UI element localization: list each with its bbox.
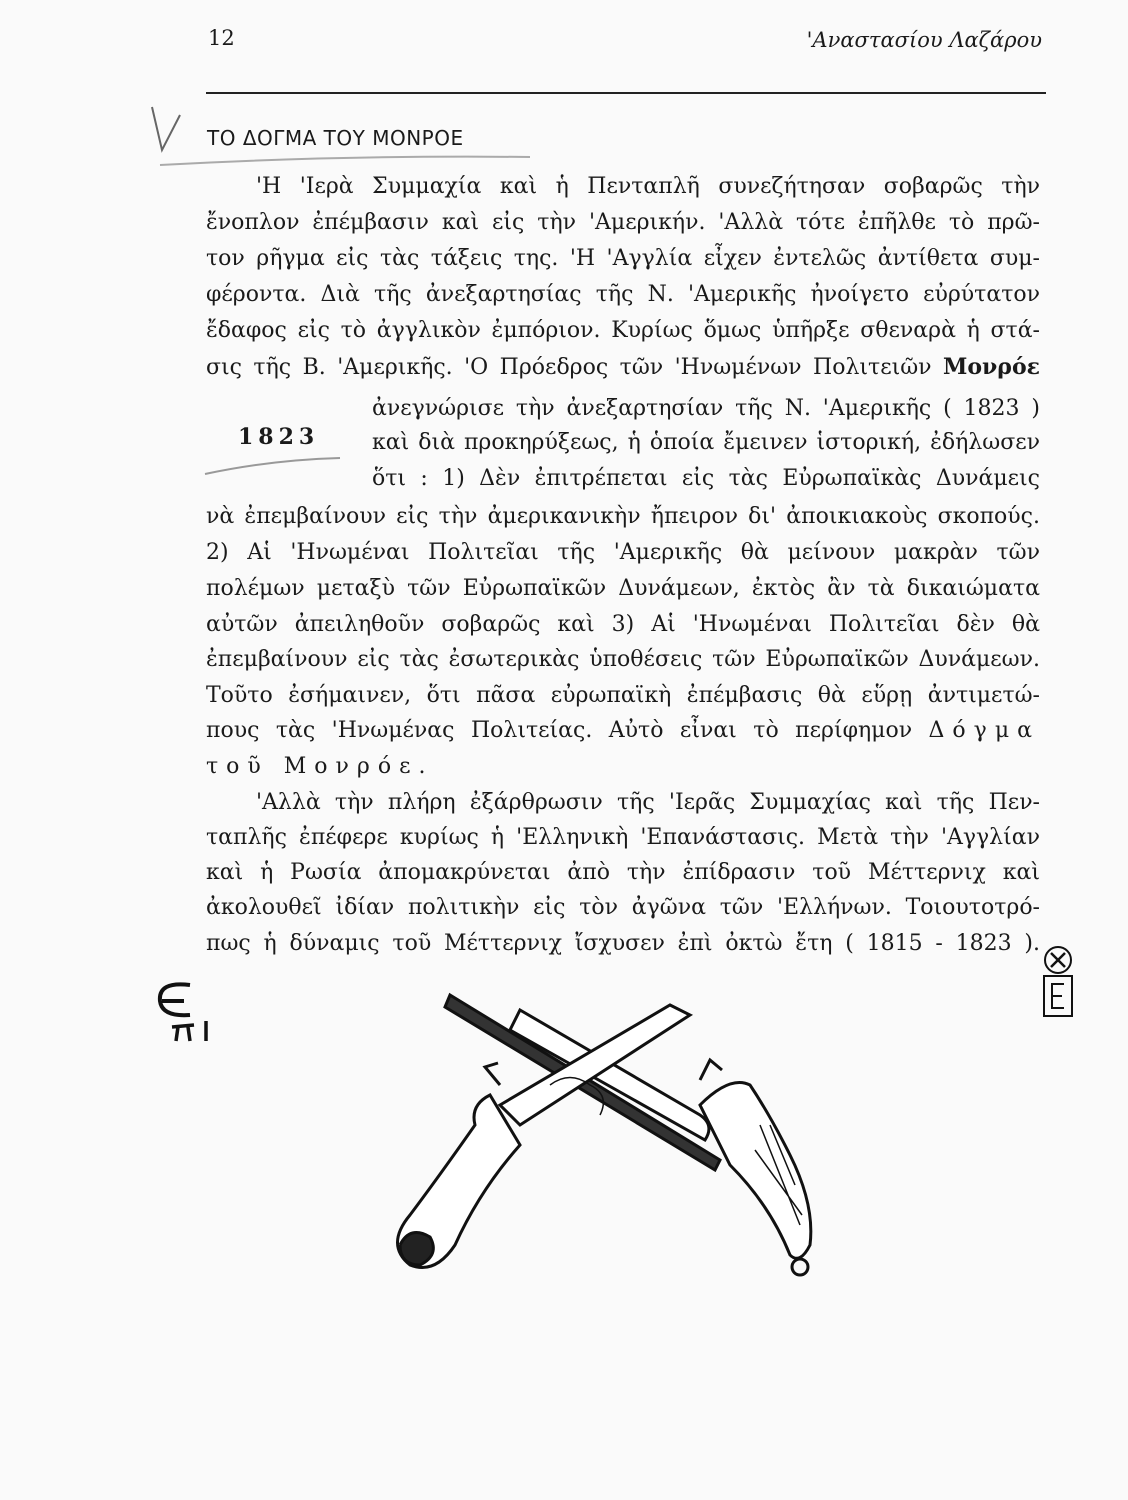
body-line: τον ρῆγμα εἰς τὰς τάξεις της. 'Η 'Αγγλία εἶχεν ἐντελῶς ἀντίθετα συμ- — [206, 246, 1040, 271]
page-number: 12 — [208, 26, 235, 50]
running-header-author: 'Αναστασίου Λαζάρου — [806, 28, 1042, 52]
body-line: ταπλῆς ἐπέφερε κυρίως ἡ 'Ελληνικὴ 'Επανάστασις. Μετὰ τὴν 'Αγγλίαν — [206, 825, 1040, 850]
body-line: ἔνοπλον ἐπέμβασιν καὶ εἰς τὴν 'Αμερικήν. 'Αλλὰ τότε ἐπῆλθε τὸ πρῶ- — [206, 210, 1040, 235]
body-line: φέροντα. Διὰ τῆς ἀνεξαρτησίας τῆς Ν. 'Αμερικῆς ἠνοίγετο εὐρύτατον — [206, 282, 1040, 307]
body-line: καὶ διὰ προκηρύξεως, ἡ ὁποία ἔμεινεν ἱστορική, ἐδήλωσεν — [372, 430, 1040, 455]
spaced-term: Δόγμα — [928, 718, 1040, 743]
body-line: πως ἡ δύναμις τοῦ Μέττερνιχ ἴσχυσεν ἐπὶ ὀκτὼ ἔτη ( 1815 - 1823 ). — [206, 931, 1040, 956]
crossed-pistols-illustration — [370, 975, 840, 1285]
section-title: ΤΟ ΔΟΓΜΑ ΤΟΥ ΜΟΝΡΟΕ — [207, 126, 464, 150]
body-line: ἀκολουθεῖ ἰδίαν πολιτικὴν εἰς τὸν ἀγῶνα τῶν 'Ελλήνων. Τοιουτοτρό- — [206, 895, 1040, 920]
body-line: νὰ ἐπεμβαίνουν εἰς τὴν ἀμερικανικὴν ἤπειρον δι' ἀποικιακοὺς σκοπούς. — [206, 504, 1040, 529]
handwritten-underline — [200, 452, 350, 482]
handwritten-mark-left — [150, 975, 230, 1045]
body-line: πολέμων μεταξὺ τῶν Εὐρωπαϊκῶν Δυνάμεων, ἐκτὸς ἂν τὰ δικαιώματα — [206, 576, 1040, 601]
body-line: αὐτῶν ἀπειληθοῦν σοβαρῶς καὶ 3) Αἱ 'Ηνωμέναι Πολιτεῖαι δὲν θὰ — [206, 612, 1040, 637]
body-line: καὶ ἡ Ρωσία ἀπομακρύνεται ἀπὸ τὴν ἐπίδρασιν τοῦ Μέττερνιχ καὶ — [206, 860, 1040, 885]
margin-year-note: 1823 — [238, 424, 320, 450]
header-rule — [206, 92, 1046, 94]
body-line: Τοῦτο ἐσήμαινεν, ὅτι πᾶσα εὐρωπαϊκὴ ἐπέμβασις θὰ εὕρῃ ἀντιμετώ- — [206, 683, 1040, 708]
body-line: 2) Αἱ 'Ηνωμέναι Πολιτεῖαι τῆς 'Αμερικῆς θὰ μείνουν μακρὰν τῶν — [206, 540, 1040, 565]
body-line: 'Η 'Ιερὰ Συμμαχία καὶ ἡ Πενταπλῆ συνεζήτησαν σοβαρῶς τὴν — [256, 174, 1040, 199]
body-line: σις τῆς Β. 'Αμερικῆς. 'Ο Πρόεδρος τῶν 'Ηνωμένων Πολιτειῶν Μονρόε — [206, 354, 1040, 380]
body-line — [206, 749, 1040, 785]
body-line: ὅτι : 1) Δὲν ἐπιτρέπεται εἰς τὰς Εὐρωπαϊκὰς Δυνάμεις — [372, 466, 1040, 491]
handwritten-mark-right — [1038, 942, 1078, 1022]
bold-name: Μονρόε — [943, 354, 1040, 380]
body-line: πους τὰς 'Ηνωμένας Πολιτείας. Αὐτὸ εἶναι τὸ περίφημον Δόγμα — [206, 718, 1040, 743]
body-line: ἐπεμβαίνουν εἰς τὰς ἐσωτερικὰς ὑποθέσεις τῶν Εὐρωπαϊκῶν Δυνάμεων. — [206, 647, 1040, 672]
body-line: ἀνεγνώρισε τὴν ἀνεξαρτησίαν τῆς Ν. 'Αμερικῆς ( 1823 ) — [372, 396, 1040, 421]
body-line: 'Αλλὰ τὴν πλήρη ἐξάρθρωσιν τῆς 'Ιερᾶς Συμμαχίας καὶ τῆς Πεν- — [256, 790, 1040, 815]
spaced-term: τοῦ Μονρόε. — [206, 754, 434, 779]
body-line: ἔδαφος εἰς τὸ ἀγγλικὸν ἐμπόριον. Κυρίως ὅμως ὑπῆρξε σθεναρὰ ἡ στά- — [206, 318, 1040, 343]
